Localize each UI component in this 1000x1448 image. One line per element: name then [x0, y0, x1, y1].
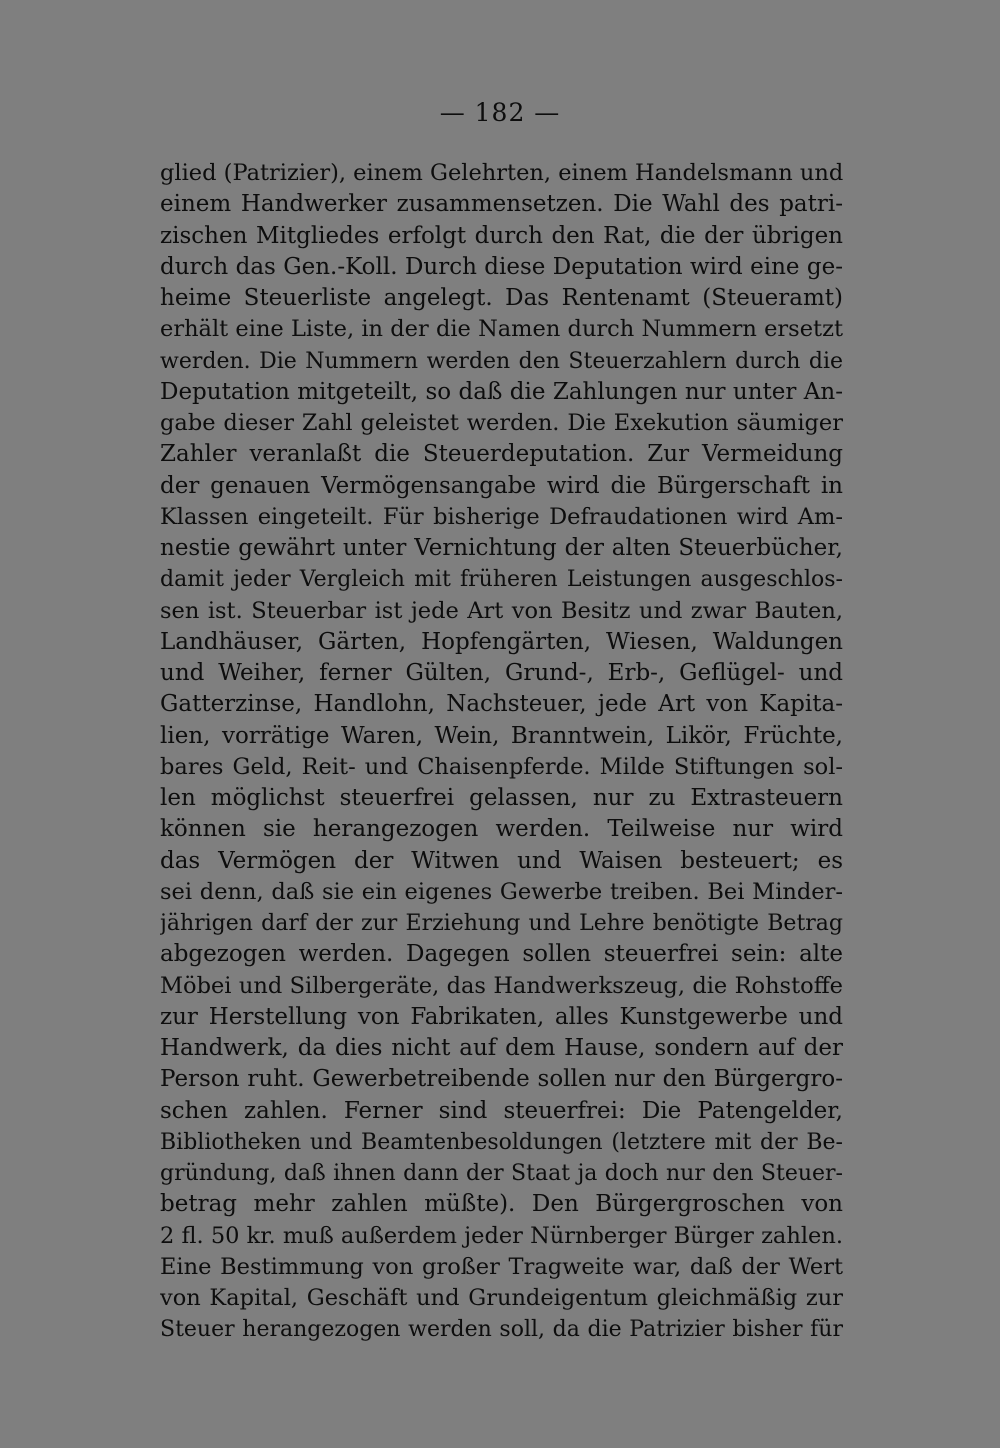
text-line: jährigen darf der zur Erziehung und Lehre benötigte Betrag [160, 911, 843, 936]
text-line: Deputation mitgeteilt, so daß die Zahlungen nur unter An- [160, 378, 843, 405]
text-line: durch das Gen.-Koll. Durch diese Deputation wird eine ge- [160, 253, 843, 280]
text-line: len möglichst steuerfrei gelassen, nur zu Extrasteuern [160, 785, 843, 811]
text-line: sen ist. Steuerbar ist jede Art von Besitz und zwar Bauten, [160, 597, 843, 624]
text-line: Möbei und Silbergeräte, das Handwerkszeug, die Rohstoffe [160, 972, 843, 999]
text-line: Person ruht. Gewerbetreibende sollen nur den Bürgergro- [160, 1066, 843, 1093]
text-line: bares Geld, Reit- und Chaisenpferde. Milde Stiftungen sol- [160, 753, 843, 780]
text-line: einem Handwerker zusammensetzen. Die Wahl des patri- [160, 191, 843, 218]
text-line: von Kapital, Geschäft und Grundeigentum gleichmäßig zur [160, 1285, 843, 1311]
text-line: 2 fl. 50 kr. muß außerdem jeder Nürnberger Bürger zahlen. [160, 1222, 843, 1249]
text-line: Steuer herangezogen werden soll, da die Patrizier bisher für [160, 1317, 843, 1343]
text-line: damit jeder Vergleich mit früheren Leistungen ausgeschlos- [160, 567, 843, 593]
text-line: heime Steuerliste angelegt. Das Rentenamt (Steueramt) [160, 285, 843, 311]
text-line: Eine Bestimmung von großer Tragweite war, daß der Wert [160, 1253, 843, 1280]
text-line: schen zahlen. Ferner sind steuerfrei: Die Patengelder, [160, 1097, 843, 1124]
text-line: glied (Patrizier), einem Gelehrten, einem Handelsmann und [160, 160, 843, 186]
text-line: das Vermögen der Witwen und Waisen besteuert; es [160, 847, 843, 874]
page-number-header: — 182 — [439, 98, 561, 127]
text-line: gründung, daß ihnen dann der Staat ja doch nur den Steuer- [160, 1161, 843, 1186]
text-line: gabe dieser Zahl geleistet werden. Die Exekution säumiger [160, 410, 843, 436]
text-line: Landhäuser, Gärten, Hopfengärten, Wiesen, Waldungen [160, 628, 843, 655]
text-line: Handwerk, da dies nicht auf dem Hause, sondern auf der [160, 1035, 843, 1061]
body-text [160, 158, 843, 1346]
text-line: Zahler veranlaßt die Steuerdeputation. Zur Vermeidung [160, 441, 843, 468]
text-line: zischen Mitgliedes erfolgt durch den Rat, die der übrigen [160, 222, 843, 249]
text-line: zur Herstellung von Fabrikaten, alles Kunstgewerbe und [160, 1003, 843, 1030]
text-line: der genauen Vermögensangabe wird die Bürgerschaft in [160, 472, 843, 499]
text-line: nestie gewährt unter Vernichtung der alten Steuerbücher, [160, 535, 843, 561]
text-line: Gatterzinse, Handlohn, Nachsteuer, jede Art von Kapita- [160, 691, 843, 718]
text-line: erhält eine Liste, in der die Namen durch Nummern ersetzt [160, 316, 843, 343]
text-line: Klassen eingeteilt. Für bisherige Defraudationen wird Am- [160, 503, 843, 530]
text-line: können sie herangezogen werden. Teilweise nur wird [160, 816, 843, 843]
text-line: betrag mehr zahlen müßte). Den Bürgergroschen von [160, 1191, 843, 1218]
text-line: und Weiher, ferner Gülten, Grund-, Erb-, Geflügel- und [160, 660, 843, 686]
text-line: lien, vorrätige Waren, Wein, Branntwein, Likör, Früchte, [160, 722, 843, 749]
text-line: abgezogen werden. Dagegen sollen steuerfrei sein: alte [160, 941, 843, 968]
text-line: werden. Die Nummern werden den Steuerzahlern durch die [160, 348, 843, 374]
text-line: sei denn, daß sie ein eigenes Gewerbe treiben. Bei Minder- [160, 878, 843, 905]
text-line: Bibliotheken und Beamtenbesoldungen (letztere mit der Be- [160, 1129, 843, 1155]
